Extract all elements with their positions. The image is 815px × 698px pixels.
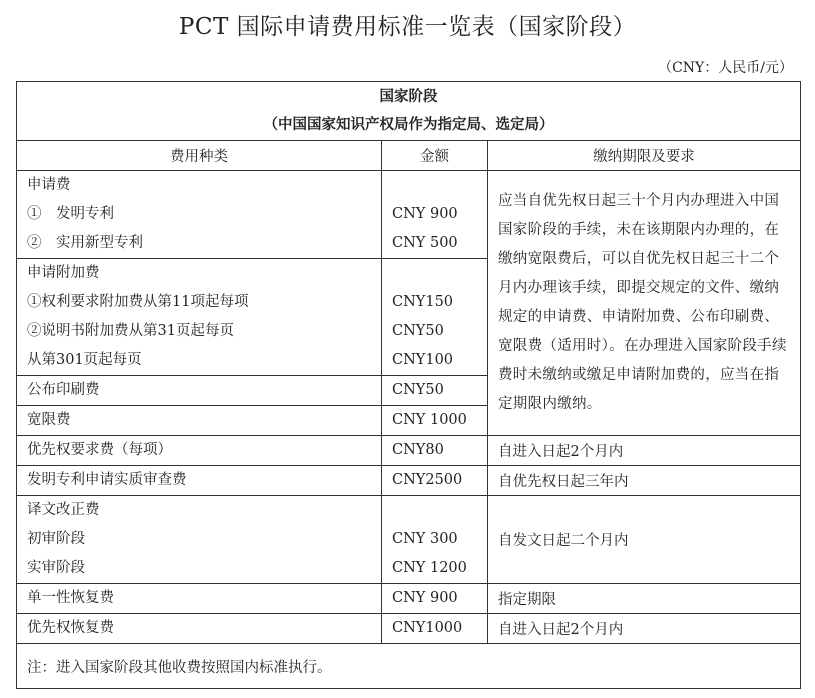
- table-row: [17, 436, 801, 466]
- amount: CNY100: [392, 352, 454, 368]
- table-row: [17, 584, 801, 614]
- fee-type: 公布印刷费: [27, 382, 100, 398]
- amount: CNY1000: [392, 620, 463, 636]
- fee-type: 发明专利申请实质审查费: [27, 472, 187, 488]
- amount: CNY 300: [392, 531, 458, 547]
- fee-type-cell: [17, 466, 382, 496]
- amount-cell: [382, 376, 488, 406]
- fee-type: 申请附加费: [27, 265, 100, 281]
- column-header: 费用种类: [17, 141, 382, 171]
- fee-type: ①权利要求附加费从第11项起每项: [27, 294, 249, 310]
- fee-type-cell: [17, 496, 382, 584]
- deadline-cell: 自进入日起2个月内: [488, 436, 801, 466]
- fee-type: 优先权恢复费: [27, 620, 114, 636]
- amount: CNY 900: [392, 206, 458, 222]
- fee-type: 译文改正费: [27, 502, 100, 518]
- deadline-cell: 自优先权日起三年内: [488, 466, 801, 496]
- fee-type-cell: [17, 376, 382, 406]
- fee-type-cell: [17, 436, 382, 466]
- amount-cell: [382, 171, 488, 259]
- fee-type: ② 实用新型专利: [27, 235, 143, 251]
- column-headers: [17, 141, 801, 171]
- fee-table: [16, 81, 801, 689]
- amount-cell: [382, 436, 488, 466]
- deadline-cell: 指定期限: [488, 584, 801, 614]
- amount-cell: [382, 406, 488, 436]
- fee-type-cell: [17, 406, 382, 436]
- fee-type: 单一性恢复费: [27, 590, 114, 606]
- amount: CNY 1200: [392, 560, 467, 576]
- amount: CNY 1000: [392, 412, 467, 428]
- deadline-cell: 应当自优先权日起三十个月内办理进入中国国家阶段的手续，未在该期限内办理的，在缴纳宽限费后，可以自优先权日起三十二个月内办理该手续，即提交规定的文件、缴纳规定的申请费、申请附加费、公布印刷费、宽限费（适用时）。在办理进入国家阶段手续费时未缴纳或缴足申请附加费的，应当在指定期限内缴纳。: [488, 171, 801, 436]
- table-row: [17, 466, 801, 496]
- amount-cell: [382, 259, 488, 376]
- fee-type-cell: [17, 614, 382, 644]
- amount: [392, 171, 477, 200]
- amount: CNY 900: [392, 590, 458, 606]
- fee-type: 实审阶段: [27, 560, 85, 576]
- amount: CNY 500: [392, 235, 458, 251]
- amount: CNY2500: [392, 472, 463, 488]
- deadline-cell: 自发文日起二个月内: [488, 496, 801, 584]
- page-title: PCT 国际申请费用标准一览表（国家阶段）: [178, 14, 637, 40]
- amount: [392, 259, 477, 288]
- amount: CNY50: [392, 382, 444, 398]
- fee-type: 申请费: [27, 177, 71, 193]
- amount-cell: [382, 614, 488, 644]
- amount: CNY50: [392, 323, 444, 339]
- fee-type: 优先权要求费（每项）: [27, 442, 172, 458]
- fee-type-cell: [17, 171, 382, 259]
- column-header: 缴纳期限及要求: [488, 141, 801, 171]
- fee-type: 从第301页起每页: [27, 352, 142, 368]
- fee-type: ②说明书附加费从第31页起每页: [27, 323, 234, 339]
- amount: CNY150: [392, 294, 454, 310]
- amount: [392, 496, 477, 525]
- table-heading: 国家阶段 （中国国家知识产权局作为指定局、选定局）: [17, 82, 801, 141]
- amount-cell: [382, 466, 488, 496]
- amount: CNY80: [392, 442, 444, 458]
- amount-cell: [382, 496, 488, 584]
- fee-type-cell: [17, 259, 382, 376]
- table-row: [17, 614, 801, 644]
- fee-type: 宽限费: [27, 412, 71, 428]
- deadline-cell: 自进入日起2个月内: [488, 614, 801, 644]
- fee-type: 初审阶段: [27, 531, 85, 547]
- table-note: 注：进入国家阶段其他收费按照国内标准执行。: [17, 644, 801, 689]
- table-row: [17, 171, 801, 259]
- fee-type: ① 发明专利: [27, 206, 114, 222]
- currency-unit: （CNY：人民币/元）: [658, 60, 793, 76]
- amount-cell: [382, 584, 488, 614]
- column-header: 金额: [382, 141, 488, 171]
- fee-type-cell: [17, 584, 382, 614]
- table-row: [17, 496, 801, 584]
